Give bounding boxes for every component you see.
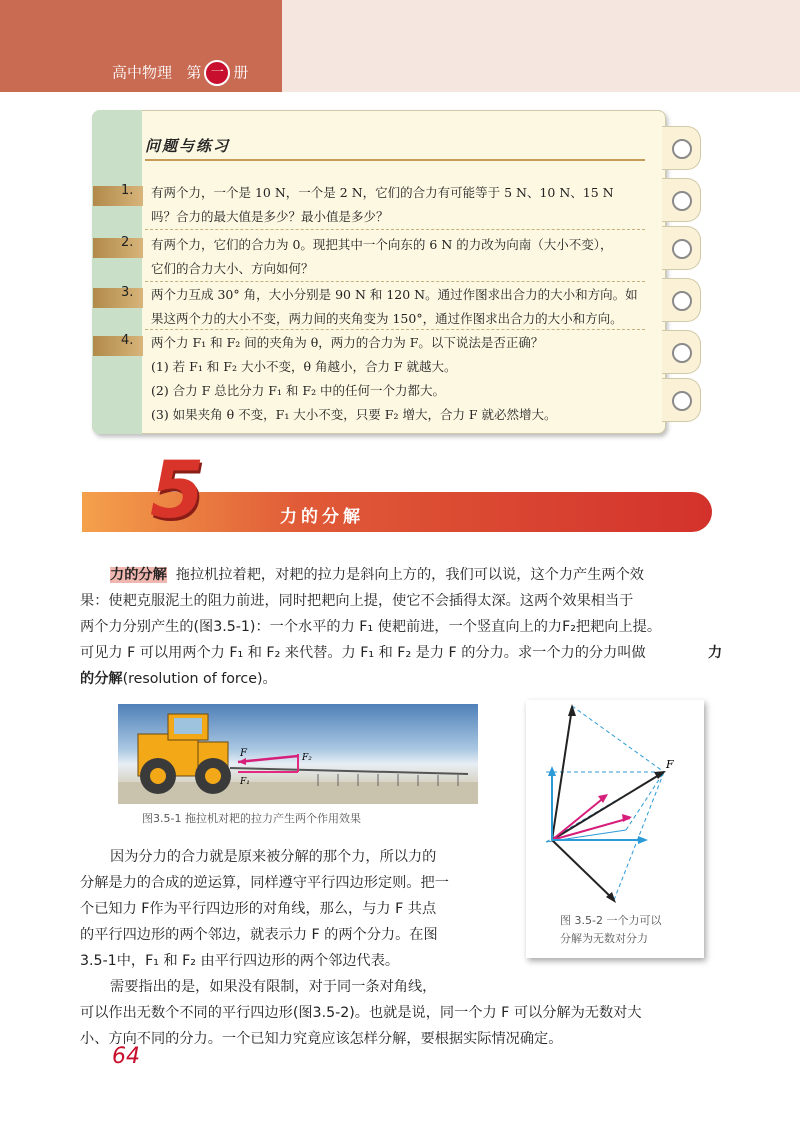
volume-number-badge: 一 [204,60,230,86]
item-number: 4. [121,333,134,348]
book-prefix: 高中物理 [112,63,173,82]
book-title [112,60,248,86]
item-marker [93,288,143,308]
binder-tab [662,126,701,170]
label-f1: F₁ [240,777,250,787]
binder-ring-icon [672,291,692,311]
label-f: F [666,758,674,771]
item-line: 有两个力，它们的合力为 0。现把其中一个向东的 6 N 的力改为向南（大小不变）， [151,237,613,252]
item-marker [93,336,143,356]
item-line: 吗？合力的最大值是多少？最小值是多少？ [151,209,389,224]
tractor-photo [118,704,478,804]
page-header [0,0,800,92]
figure-caption: 图3.5-1 拖拉机对耙的拉力产生两个作用效果 [142,812,361,825]
item-line: 两个力互成 30° 角，大小分别是 90 N 和 120 N。通过作图求出合力的大小和方向。如 [151,287,638,302]
binder-tab [662,378,701,422]
binder-ring-icon [672,391,692,411]
item-marker [93,186,143,206]
binder-ring-icon [672,239,692,259]
item-number: 1. [121,183,134,198]
bold-term-a: 力 [708,645,723,661]
binder-tab [662,278,701,322]
caption-line: 图 3.5-2 一个力可以 [560,914,662,927]
paragraph-line: 可见力 F 可以用两个力 F₁ 和 F₂ 来代替。力 F₁ 和 F₂ 是力 F 的分力。求一个力的分力叫做 [80,645,646,661]
item-number: 3. [121,285,134,300]
divider [145,281,645,282]
paragraph-line: 个已知力 F作为平行四边形的对角线，那么，与力 F 共点 [80,901,437,917]
item-line: 果这两个力的大小不变，两力间的夹角变为 150°，通过作图求出合力的大小和方向。 [151,311,623,326]
exercise-card [92,110,666,434]
paragraph-line: 分解是力的合成的逆运算，同样遵守平行四边形定则。把一 [80,875,449,891]
paragraph-line: 的平行四边形的两个邻边，就表示力 F 的两个分力。在图 [80,927,438,943]
label-f2: F₂ [302,753,312,763]
caption-line: 分解为无数对分力 [560,932,648,945]
item-line: (3) 如果夹角 θ 不变，F₁ 大小不变，只要 F₂ 增大，合力 F 就必然增大。 [151,407,557,422]
item-line: 两个力 F₁ 和 F₂ 间的夹角为 θ，两力的合力为 F。以下说法是否正确？ [151,335,544,350]
binder-ring-icon [672,191,692,211]
paragraph-line: 可以作出无数个不同的平行四边形(图3.5-2)。也就是说，同一个力 F 可以分解为无数对大 [80,1005,642,1021]
exercise-title: 问题与练习 [145,137,231,155]
item-marker [93,238,143,258]
binder-ring-icon [672,343,692,363]
paragraph-line: 3.5-1中，F₁ 和 F₂ 由平行四边形的两个邻边代表。 [80,953,400,969]
item-line: (2) 合力 F 总比分力 F₁ 和 F₂ 中的任何一个力都大。 [151,383,446,398]
item-line: 有两个力，一个是 10 N，一个是 2 N，它们的合力有可能等于 5 N、10 N、15 N [151,185,614,200]
keyword-highlight: 力的分解 [110,567,167,583]
figure-caption [560,912,661,948]
binder-tab [662,330,701,374]
paragraph-line: 因为分力的合力就是原来被分解的那个力，所以力的 [110,849,437,865]
binder-tab [662,226,701,270]
paragraph-line [80,668,277,688]
header-band-light [282,0,800,92]
section-title: 力的分解 [280,507,364,527]
item-line: (1) 若 F₁ 和 F₂ 大小不变，θ 角越小，合力 F 就越大。 [151,359,457,374]
paragraph-line: 果：使耙克服泥土的阻力前进，同时把耙向上提，使它不会插得太深。这两个效果相当于 [80,593,634,609]
text: 拖拉机拉着耙，对耙的拉力是斜向上方的，我们可以说，这个力产生两个效 [175,567,644,583]
item-line: 它们的合力大小、方向如何？ [151,261,314,276]
divider [145,229,645,230]
volume-pre: 第 [186,63,202,82]
volume-post: 册 [233,63,249,82]
paragraph-line: 两个力分别产生的(图3.5-1)：一个水平的力 F₁ 使耙前进，一个竖直向上的力F₂把耙向上提。 [80,619,662,635]
tractor-illustration [118,704,478,804]
paragraph-line [110,564,644,584]
title-underline [145,159,645,161]
binder-ring-icon [672,139,692,159]
binder-tab [662,178,701,222]
page-number: 64 [112,1044,140,1069]
bold-term-b: 的分解 [80,671,123,687]
paragraph-line: 小、方向不同的分力。一个已知力究竟应该怎样分解，要根据实际情况确定。 [80,1031,563,1047]
card-side-strip [92,110,142,434]
divider [145,329,645,330]
paragraph-line: 需要指出的是，如果没有限制，对于同一条对角线， [110,979,437,995]
label-f: F [240,748,247,759]
bold-term [708,642,722,662]
section-number: 5 [150,446,205,536]
english-term: (resolution of force)。 [122,671,277,687]
item-number: 2. [121,235,134,250]
